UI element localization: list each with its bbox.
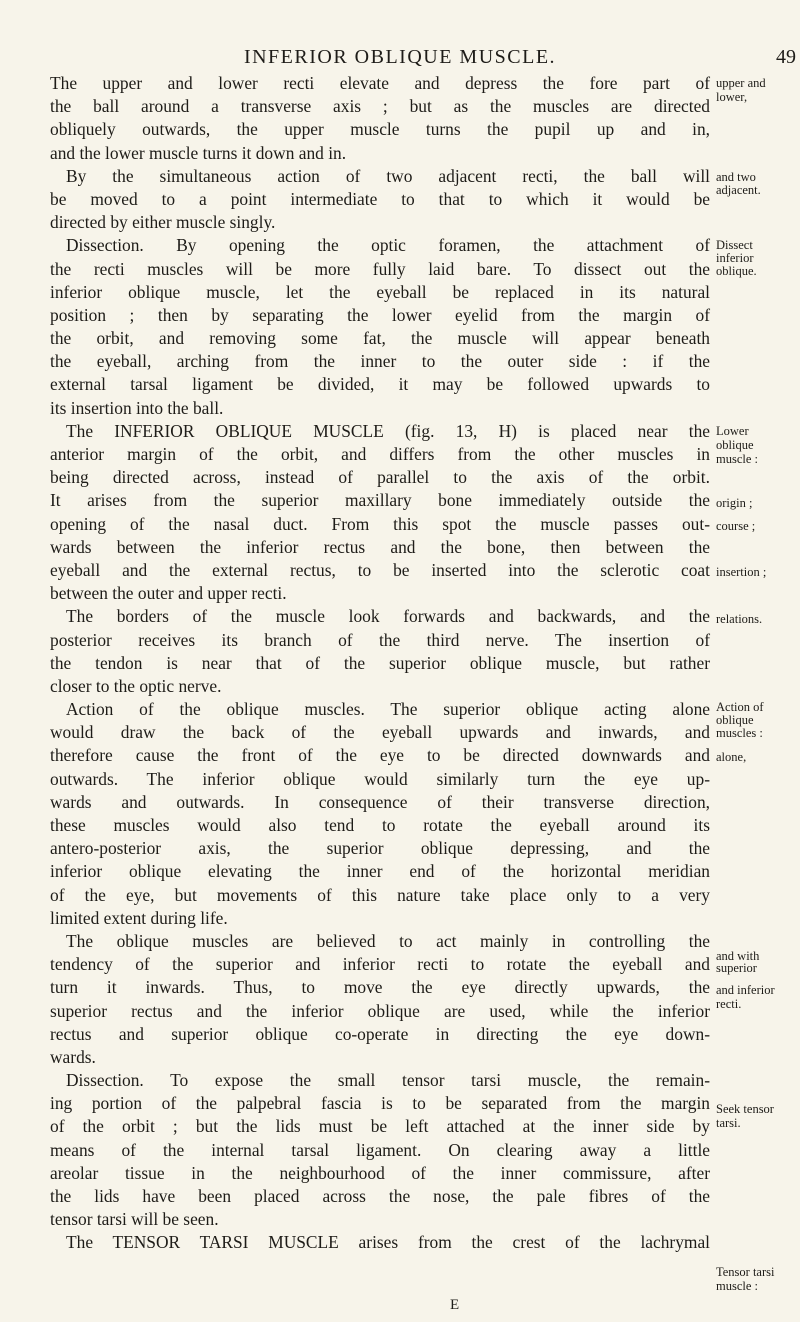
text-line: tendency of the superior and inferior recti to rotate the eyeball and: [50, 954, 710, 975]
text-line: The borders of the muscle look forwards and backwards, and the: [66, 606, 710, 627]
body-text: [50, 72, 710, 1255]
text-line: external tarsal ligament be divided, it may be followed upwards to: [50, 374, 710, 395]
margin-note: muscle :: [716, 1279, 759, 1293]
text-line: be moved to a point intermediate to that to which it would be: [50, 188, 710, 209]
text-line: being directed across, instead of parallel to the axis of the orbit.: [50, 467, 710, 488]
text-line: of the eye, but movements of this nature take place only to a very: [50, 884, 710, 905]
margin-note: adjacent.: [716, 183, 761, 197]
margin-note: Seek tensor: [716, 1102, 774, 1116]
text-line: these muscles would also tend to rotate the eyeball around its: [50, 815, 710, 835]
text-line: Dissection. By opening the optic foramen, the attachment of: [66, 235, 710, 256]
text-line: the orbit, and removing some fat, the muscle will appear beneath: [50, 328, 710, 349]
text-line: obliquely outwards, the upper muscle turns the pupil up and in,: [50, 119, 710, 140]
margin-note: Dissect: [716, 238, 753, 252]
text-line: posterior receives its branch of the third nerve. The insertion of: [50, 629, 710, 650]
margin-note: oblique: [716, 713, 754, 727]
page-number: 49: [776, 46, 796, 68]
text-line: ing portion of the palpebral fascia is to be separated from the margin: [50, 1093, 710, 1114]
text-line: the recti muscles will be more fully laid bare. To dissect out the: [50, 258, 710, 279]
text-line: would draw the back of the eyeball upwards and inwards, and: [50, 722, 710, 743]
text-line: superior rectus and the inferior oblique are used, while the inferior: [50, 1000, 710, 1021]
text-line: tensor tarsi will be seen.: [50, 1209, 219, 1230]
text-line: the tendon is near that of the superior oblique muscle, but rather: [50, 652, 710, 673]
text-line: antero-posterior axis, the superior oblique depressing, and the: [50, 838, 710, 859]
margin-note: recti.: [716, 997, 742, 1011]
text-line: wards between the inferior rectus and the bone, then between the: [50, 536, 710, 557]
text-line: inferior oblique elevating the inner end of the horizontal meridian: [50, 861, 710, 882]
text-line: closer to the optic nerve.: [50, 675, 222, 696]
margin-note: Lower: [716, 424, 749, 438]
margin-note: and with: [716, 949, 760, 963]
text-line: its insertion into the ball.: [50, 397, 224, 418]
text-line: between the outer and upper recti.: [50, 583, 287, 604]
text-line: directed by either muscle singly.: [50, 212, 276, 233]
margin-note: Tensor tarsi: [716, 1265, 775, 1279]
text-line: therefore cause the front of the eye to be directed downwards and: [50, 745, 710, 766]
text-line: The oblique muscles are believed to act mainly in controlling the: [66, 930, 710, 951]
text-line: and the lower muscle turns it down and in.: [50, 142, 347, 163]
text-line: eyeball and the external rectus, to be inserted into the sclerotic coat: [50, 559, 710, 580]
text-line: inferior oblique muscle, let the eyeball be replaced in its natural: [50, 281, 710, 302]
text-line: limited extent during life.: [50, 907, 228, 928]
text-line: anterior margin of the orbit, and differs from the other muscles in: [50, 444, 710, 464]
margin-note: Action of: [716, 700, 764, 714]
text-line: opening of the nasal duct. From this spot the muscle passes out-: [50, 513, 710, 534]
text-line: outwards. The inferior oblique would similarly turn the eye up-: [50, 768, 710, 789]
margin-note: and inferior: [716, 983, 775, 997]
text-line: By the simultaneous action of two adjacent recti, the ball will: [66, 165, 710, 186]
margin-note: origin ;: [716, 496, 753, 510]
text-line: rectus and superior oblique co-operate in directing the eye down-: [50, 1023, 710, 1044]
text-line: The TENSOR TARSI MUSCLE arises from the crest of the lachrymal: [66, 1232, 710, 1253]
text-line: areolar tissue in the neighbourhood of the inner commissure, after: [50, 1162, 710, 1183]
margin-note: relations.: [716, 612, 763, 626]
text-line: Action of the oblique muscles. The superior oblique acting alone: [66, 699, 710, 720]
margin-note: alone,: [716, 750, 747, 764]
text-line: wards and outwards. In consequence of their transverse direction,: [50, 791, 710, 812]
text-line: means of the internal tarsal ligament. On clearing away a little: [50, 1139, 710, 1160]
margin-note: lower,: [716, 90, 748, 104]
text-line: the lids have been placed across the nose, the pale fibres of the: [50, 1186, 710, 1206]
margin-note: muscles :: [716, 726, 763, 740]
margin-note: tarsi.: [716, 1116, 741, 1130]
margin-note: muscle :: [716, 452, 759, 466]
text-line: the eyeball, arching from the inner to the outer side : if the: [50, 351, 710, 372]
margin-note: insertion ;: [716, 565, 767, 579]
margin-note: course ;: [716, 519, 756, 533]
text-line: The INFERIOR OBLIQUE MUSCLE (fig. 13, H) is placed near the: [66, 420, 710, 441]
running-title: INFERIOR OBLIQUE MUSCLE.: [243, 46, 557, 68]
text-line: position ; then by separating the lower eyelid from the margin of: [50, 304, 710, 325]
text-line: It arises from the superior maxillary bone immediately outside the: [50, 490, 710, 511]
text-line: of the orbit ; but the lids must be left attached at the inner side by: [50, 1116, 710, 1137]
margin-note: and two: [716, 170, 756, 184]
margin-note: upper and: [716, 76, 766, 90]
text-line: turn it inwards. Thus, to move the eye directly upwards, the: [50, 977, 710, 998]
text-line: Dissection. To expose the small tensor tarsi muscle, the remain-: [66, 1070, 710, 1091]
signature-mark: E: [450, 1297, 460, 1313]
margin-note: oblique.: [716, 264, 757, 278]
text-line: wards.: [50, 1046, 96, 1067]
margin-note: inferior: [716, 251, 754, 265]
text-line: The upper and lower recti elevate and depress the fore part of: [50, 73, 710, 93]
text-line: the ball around a transverse axis ; but as the muscles are directed: [50, 96, 710, 117]
margin-note: superior: [716, 961, 757, 975]
margin-note: oblique: [716, 438, 754, 452]
